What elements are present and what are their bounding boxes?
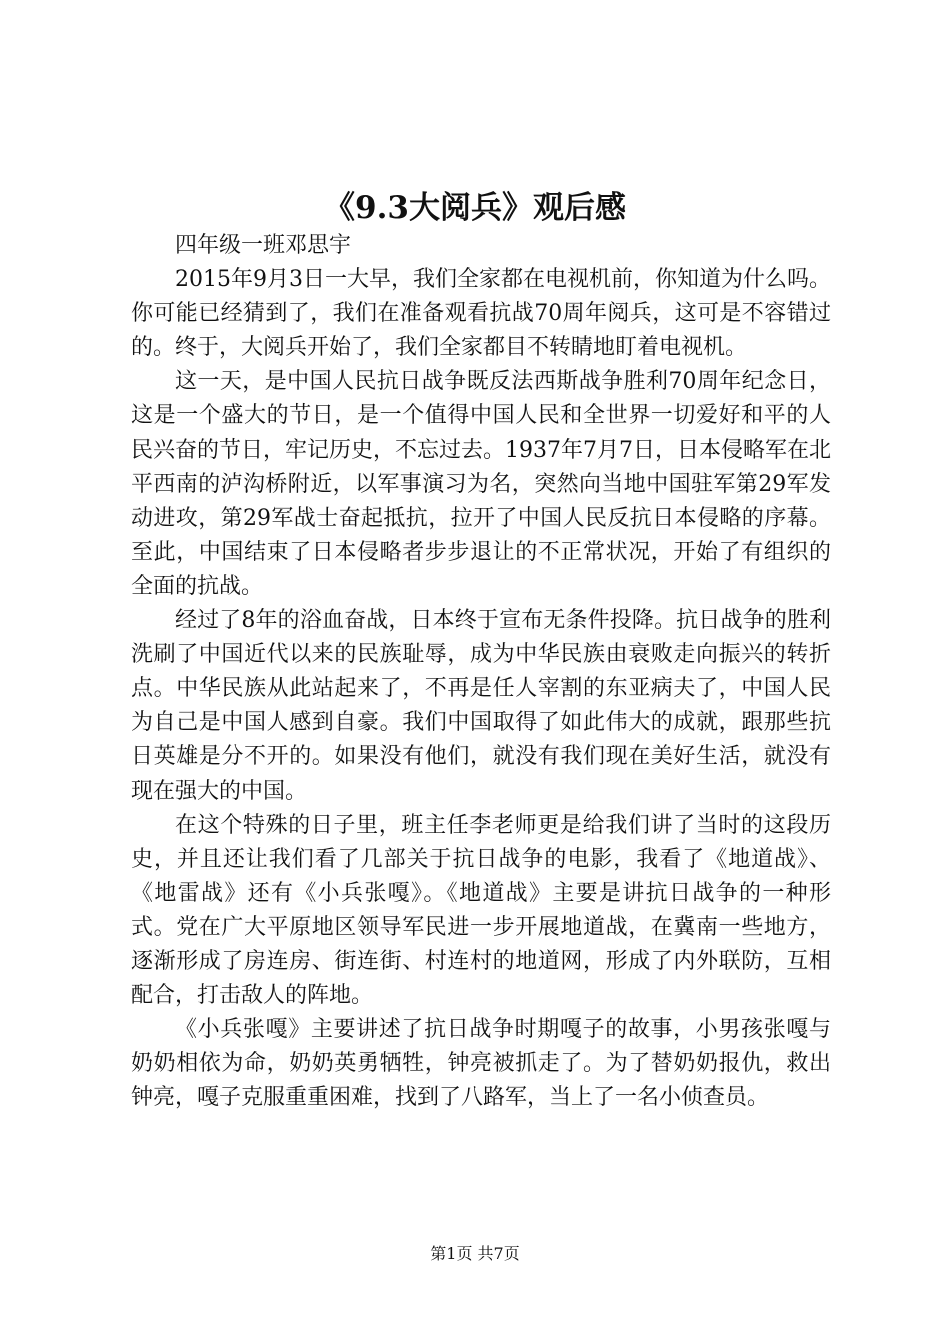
page-title: 《9.3大阅兵》观后感 — [324, 190, 626, 226]
paragraph: 经过了8年的浴血奋战，日本终于宣布无条件投降。抗日战争的胜利洗刷了中国近代以来的民族耻辱，成为中华民族由衰败走向振兴的转折点。中华民族从此站起来了，不再是任人宰割的东亚病夫了，中国人民为自己是中国人感到自豪。我们中国取得了如此伟大的成就，跟那些抗日英雄是分不开的。如果没有他们，就没有我们现在美好生活，就没有现在强大的中国。 — [131, 608, 831, 804]
page-footer: 第1页 共7页 — [430, 1244, 520, 1263]
paragraph: 2015年9月3日一大早，我们全家都在电视机前，你知道为什么吗。你可能已经猜到了，我们在准备观看抗战70周年阅兵，这可是不容错过的。终于，大阅兵开始了，我们全家都目不转睛地盯着电视机。 — [131, 267, 831, 361]
paragraph: 《小兵张嘎》主要讲述了抗日战争时期嘎子的故事，小男孩张嘎与奶奶相依为命，奶奶英勇牺牲，钟亮被抓走了。为了替奶奶报仇，救出钟亮，嘎子克服重重困难，找到了八路军，当上了一名小侦查员。 — [131, 1017, 831, 1111]
paragraph: 这一天，是中国人民抗日战争既反法西斯战争胜利70周年纪念日，这是一个盛大的节日，是一个值得中国人民和全世界一切爱好和平的人民兴奋的节日，牢记历史，不忘过去。1937年7月7日，日本侵略军在北平西南的泸沟桥附近，以军事演习为名，突然向当地中国驻军第29军发动进攻，第29军战士奋起抵抗，拉开了中国人民反抗日本侵略的序幕。至此，中国结束了日本侵略者步步退让的不正常状况，开始了有组织的全面的抗战。 — [131, 369, 831, 599]
article-body — [131, 229, 831, 1115]
author-line: 四年级一班邓思宇 — [175, 233, 352, 258]
paragraph: 在这个特殊的日子里，班主任李老师更是给我们讲了当时的这段历史，并且还让我们看了几部关于抗日战争的电影，我看了《地道战》、《地雷战》还有《小兵张嘎》。《地道战》主要是讲抗日战争的一种形式。党在广大平原地区领导军民进一步开展地道战，在冀南一些地方，逐渐形成了房连房、街连街、村连村的地道网，形成了内外联防，互相配合，打击敌人的阵地。 — [131, 812, 831, 1009]
